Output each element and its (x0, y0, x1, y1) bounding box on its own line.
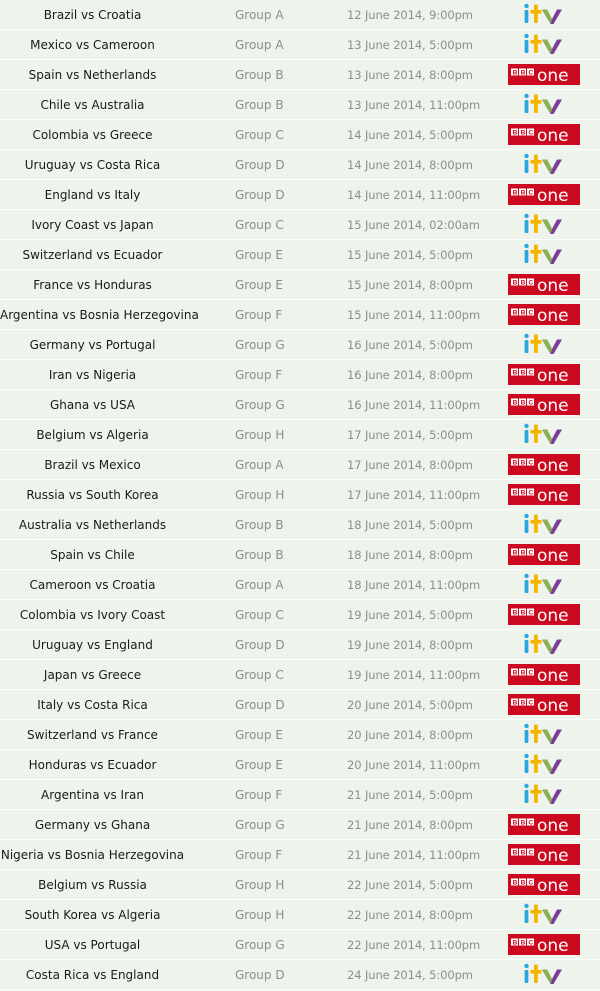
bbc-one-logo-icon (508, 813, 580, 836)
fixture-row (0, 720, 600, 750)
match-group: Group F (235, 788, 283, 802)
match-datetime: 21 June 2014, 5:00pm (347, 788, 473, 802)
fixture-row (0, 420, 600, 450)
match-group: Group H (235, 878, 285, 892)
match-group: Group G (235, 818, 285, 832)
fixture-row (0, 120, 600, 150)
itv-logo-icon (522, 753, 594, 776)
match-name: Ivory Coast vs Japan (31, 218, 154, 232)
match-name: Ghana vs USA (49, 398, 136, 412)
match-name: Belgium vs Algeria (36, 428, 149, 442)
match-group: Group F (235, 848, 283, 862)
match-datetime: 22 June 2014, 8:00pm (347, 908, 473, 922)
match-name: Argentina vs Iran (41, 788, 144, 802)
match-name: Mexico vs Cameroon (30, 38, 155, 52)
match-group: Group E (235, 728, 283, 742)
fixture-row (0, 540, 600, 570)
match-group: Group A (235, 38, 284, 52)
fixture-row (0, 840, 600, 870)
match-name: Germany vs Portugal (29, 338, 156, 352)
itv-logo-icon (522, 3, 594, 26)
fixture-row (0, 30, 600, 60)
match-datetime: 20 June 2014, 8:00pm (347, 728, 473, 742)
match-datetime: 13 June 2014, 11:00pm (347, 98, 481, 112)
svg-text:B: B (512, 669, 518, 677)
match-group: Group E (235, 248, 283, 262)
match-group: Group E (235, 278, 283, 292)
svg-text:one: one (537, 846, 569, 866)
match-group: Group C (235, 128, 284, 142)
itv-logo-icon (522, 783, 594, 806)
svg-text:one: one (537, 126, 569, 146)
svg-text:C: C (528, 309, 534, 317)
svg-text:C: C (528, 399, 534, 407)
svg-text:C: C (528, 819, 534, 827)
match-name: Iran vs Nigeria (48, 368, 137, 382)
svg-text:one: one (537, 396, 569, 416)
svg-text:C: C (528, 489, 534, 497)
bbc-one-logo-icon (508, 123, 580, 146)
svg-text:C: C (528, 549, 534, 557)
svg-text:one: one (537, 306, 569, 326)
match-datetime: 15 June 2014, 8:00pm (347, 278, 473, 292)
match-name: Chile vs Australia (40, 98, 145, 112)
itv-logo-icon (522, 963, 594, 986)
match-group: Group G (235, 338, 285, 352)
match-datetime: 15 June 2014, 5:00pm (347, 248, 473, 262)
svg-text:C: C (528, 699, 534, 707)
match-datetime: 14 June 2014, 5:00pm (347, 128, 473, 142)
match-group: Group H (235, 428, 285, 442)
fixture-row (0, 780, 600, 810)
svg-text:one: one (537, 66, 569, 86)
match-name: Nigeria vs Bosnia Herzegovina (0, 848, 185, 862)
svg-text:one: one (537, 696, 569, 716)
match-name: Switzerland vs France (27, 728, 158, 742)
itv-logo-icon (522, 153, 594, 176)
match-name: Switzerland vs Ecuador (22, 248, 163, 262)
fixture-row (0, 900, 600, 930)
bbc-one-logo-icon (508, 663, 580, 686)
match-datetime: 16 June 2014, 11:00pm (347, 398, 481, 412)
match-datetime: 15 June 2014, 11:00pm (347, 308, 481, 322)
svg-text:B: B (520, 189, 526, 197)
svg-text:B: B (512, 69, 518, 77)
svg-text:C: C (528, 279, 534, 287)
match-name: Japan vs Greece (43, 668, 142, 682)
match-datetime: 18 June 2014, 5:00pm (347, 518, 473, 532)
match-datetime: 15 June 2014, 02:00am (347, 218, 480, 232)
fixture-row (0, 330, 600, 360)
match-name: Spain vs Netherlands (28, 68, 157, 82)
svg-text:B: B (520, 279, 526, 287)
match-datetime: 13 June 2014, 5:00pm (347, 38, 473, 52)
svg-text:B: B (512, 819, 518, 827)
match-name: Cameroon vs Croatia (29, 578, 156, 592)
svg-text:C: C (528, 939, 534, 947)
match-group: Group H (235, 908, 285, 922)
match-name: Costa Rica vs England (25, 968, 160, 982)
match-group: Group D (235, 188, 285, 202)
match-group: Group D (235, 968, 285, 982)
bbc-one-logo-icon (508, 303, 580, 326)
itv-logo-icon (522, 93, 594, 116)
fixture-row (0, 210, 600, 240)
match-group: Group F (235, 368, 283, 382)
svg-text:B: B (512, 399, 518, 407)
match-group: Group A (235, 458, 284, 472)
itv-logo-icon (522, 423, 594, 446)
itv-logo-icon (522, 903, 594, 926)
svg-text:C: C (528, 459, 534, 467)
fixture-row (0, 180, 600, 210)
svg-text:B: B (512, 549, 518, 557)
match-name: Russia vs South Korea (26, 488, 159, 502)
match-datetime: 17 June 2014, 11:00pm (347, 488, 481, 502)
match-datetime: 17 June 2014, 8:00pm (347, 458, 473, 472)
fixture-row (0, 690, 600, 720)
svg-text:B: B (512, 189, 518, 197)
fixture-row (0, 750, 600, 780)
svg-text:B: B (520, 879, 526, 887)
svg-text:one: one (537, 606, 569, 626)
match-name: Uruguay vs England (32, 638, 153, 652)
match-datetime: 21 June 2014, 11:00pm (347, 848, 481, 862)
svg-text:B: B (520, 309, 526, 317)
svg-text:C: C (528, 879, 534, 887)
bbc-one-logo-icon (508, 843, 580, 866)
fixture-row (0, 0, 600, 30)
svg-text:B: B (512, 699, 518, 707)
bbc-one-logo-icon (508, 393, 580, 416)
match-name: Australia vs Netherlands (18, 518, 167, 532)
svg-text:B: B (512, 879, 518, 887)
fixture-row (0, 960, 600, 990)
bbc-one-logo-icon (508, 363, 580, 386)
match-name: South Korea vs Algeria (24, 908, 161, 922)
svg-text:B: B (512, 939, 518, 947)
match-group: Group B (235, 548, 284, 562)
svg-text:B: B (520, 609, 526, 617)
fixture-row (0, 90, 600, 120)
itv-logo-icon (522, 633, 594, 656)
bbc-one-logo-icon (508, 63, 580, 86)
svg-text:one: one (537, 366, 569, 386)
svg-text:one: one (537, 456, 569, 476)
fixture-row (0, 570, 600, 600)
match-datetime: 20 June 2014, 11:00pm (347, 758, 481, 772)
match-name: Colombia vs Ivory Coast (19, 608, 166, 622)
match-datetime: 12 June 2014, 9:00pm (347, 8, 473, 22)
bbc-one-logo-icon (508, 693, 580, 716)
svg-text:B: B (520, 849, 526, 857)
fixture-row (0, 480, 600, 510)
match-datetime: 24 June 2014, 5:00pm (347, 968, 473, 982)
svg-text:B: B (520, 549, 526, 557)
svg-text:B: B (520, 459, 526, 467)
match-group: Group C (235, 608, 284, 622)
match-datetime: 16 June 2014, 8:00pm (347, 368, 473, 382)
svg-text:B: B (520, 399, 526, 407)
svg-text:B: B (512, 129, 518, 137)
svg-text:B: B (520, 129, 526, 137)
match-name: Germany vs Ghana (34, 818, 151, 832)
match-group: Group A (235, 578, 284, 592)
match-datetime: 19 June 2014, 5:00pm (347, 608, 473, 622)
fixture-row (0, 510, 600, 540)
svg-text:C: C (528, 369, 534, 377)
bbc-one-logo-icon (508, 483, 580, 506)
itv-logo-icon (522, 723, 594, 746)
match-name: Brazil vs Croatia (43, 8, 142, 22)
svg-text:one: one (537, 936, 569, 956)
match-datetime: 14 June 2014, 8:00pm (347, 158, 473, 172)
match-name: France vs Honduras (33, 278, 152, 292)
svg-text:one: one (537, 876, 569, 896)
svg-text:one: one (537, 816, 569, 836)
match-group: Group E (235, 758, 283, 772)
fixture-row (0, 150, 600, 180)
svg-text:B: B (520, 699, 526, 707)
svg-text:one: one (537, 666, 569, 686)
match-group: Group H (235, 488, 285, 502)
match-name: Belgium vs Russia (38, 878, 147, 892)
match-datetime: 20 June 2014, 5:00pm (347, 698, 473, 712)
fixture-row (0, 600, 600, 630)
svg-text:C: C (528, 189, 534, 197)
match-datetime: 18 June 2014, 11:00pm (347, 578, 481, 592)
match-datetime: 17 June 2014, 5:00pm (347, 428, 473, 442)
fixture-row (0, 630, 600, 660)
fixture-row (0, 660, 600, 690)
match-datetime: 14 June 2014, 11:00pm (347, 188, 481, 202)
itv-logo-icon (522, 573, 594, 596)
fixture-row (0, 390, 600, 420)
svg-text:B: B (520, 669, 526, 677)
match-name: Colombia vs Greece (32, 128, 153, 142)
bbc-one-logo-icon (508, 873, 580, 896)
match-group: Group G (235, 398, 285, 412)
itv-logo-icon (522, 513, 594, 536)
match-name: Honduras vs Ecuador (28, 758, 157, 772)
svg-text:B: B (520, 819, 526, 827)
bbc-one-logo-icon (508, 183, 580, 206)
svg-text:one: one (537, 486, 569, 506)
svg-text:B: B (520, 939, 526, 947)
svg-text:one: one (537, 186, 569, 206)
match-name: Uruguay vs Costa Rica (24, 158, 161, 172)
svg-text:B: B (520, 69, 526, 77)
match-group: Group B (235, 518, 284, 532)
svg-text:C: C (528, 69, 534, 77)
match-group: Group C (235, 218, 284, 232)
match-name: USA vs Portugal (44, 938, 141, 952)
svg-text:B: B (512, 309, 518, 317)
match-group: Group B (235, 98, 284, 112)
itv-logo-icon (522, 213, 594, 236)
match-group: Group D (235, 158, 285, 172)
svg-text:B: B (520, 489, 526, 497)
match-name: Argentina vs Bosnia Herzegovina (0, 308, 199, 322)
match-datetime: 19 June 2014, 8:00pm (347, 638, 473, 652)
fixture-row (0, 60, 600, 90)
bbc-one-logo-icon (508, 933, 580, 956)
match-group: Group D (235, 638, 285, 652)
svg-text:C: C (528, 609, 534, 617)
bbc-one-logo-icon (508, 543, 580, 566)
fixture-row (0, 870, 600, 900)
svg-text:B: B (512, 459, 518, 467)
fixture-row (0, 360, 600, 390)
svg-text:B: B (512, 609, 518, 617)
fixture-row (0, 810, 600, 840)
match-group: Group C (235, 668, 284, 682)
fixture-row (0, 300, 600, 330)
bbc-one-logo-icon (508, 603, 580, 626)
match-name: Brazil vs Mexico (44, 458, 141, 472)
svg-text:B: B (512, 849, 518, 857)
svg-text:B: B (512, 369, 518, 377)
match-group: Group F (235, 308, 283, 322)
svg-text:C: C (528, 129, 534, 137)
match-group: Group B (235, 68, 284, 82)
svg-text:B: B (512, 279, 518, 287)
bbc-one-logo-icon (508, 453, 580, 476)
match-datetime: 21 June 2014, 8:00pm (347, 818, 473, 832)
match-datetime: 22 June 2014, 5:00pm (347, 878, 473, 892)
match-name: England vs Italy (44, 188, 141, 202)
fixture-row (0, 240, 600, 270)
match-datetime: 22 June 2014, 11:00pm (347, 938, 481, 952)
svg-text:one: one (537, 546, 569, 566)
match-datetime: 13 June 2014, 8:00pm (347, 68, 473, 82)
match-group: Group A (235, 8, 284, 22)
itv-logo-icon (522, 243, 594, 266)
match-name: Italy vs Costa Rica (37, 698, 148, 712)
fixture-row (0, 450, 600, 480)
match-datetime: 19 June 2014, 11:00pm (347, 668, 481, 682)
match-datetime: 16 June 2014, 5:00pm (347, 338, 473, 352)
match-name: Spain vs Chile (50, 548, 135, 562)
svg-text:C: C (528, 849, 534, 857)
match-group: Group D (235, 698, 285, 712)
itv-logo-icon (522, 33, 594, 56)
svg-text:C: C (528, 669, 534, 677)
bbc-one-logo-icon (508, 273, 580, 296)
match-datetime: 18 June 2014, 8:00pm (347, 548, 473, 562)
itv-logo-icon (522, 333, 594, 356)
match-group: Group G (235, 938, 285, 952)
fixture-row (0, 270, 600, 300)
svg-text:B: B (520, 369, 526, 377)
svg-text:B: B (512, 489, 518, 497)
svg-text:one: one (537, 276, 569, 296)
fixture-row (0, 930, 600, 960)
